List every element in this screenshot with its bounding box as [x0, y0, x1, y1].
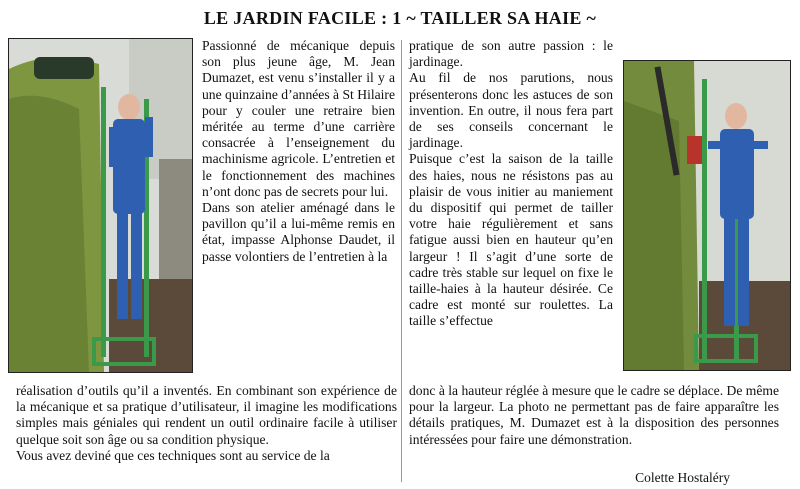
- paragraph-intro: Passionné de mécanique depuis son plus jeune âge, M. Jean Dumazet, est venu s’installer il y a une quinzaine d’années à St Hilaire pour y couler une retraire bien méritée au terme d’une carrière consacrée à l’enseignement du machinisme agricole. L’entretien et le fonctionnement des machines n’ont donc pas de secrets pour lui.: [202, 38, 395, 199]
- paragraph-workshop: Dans son atelier aménagé dans le pavillon qu’il a lui-même remis en état, impasse Alphonse Daudet, il passe volontiers de l’entretien à la: [202, 200, 395, 264]
- author-signature: Colette Hostaléry: [635, 470, 730, 485]
- article-column-1-continued: [16, 383, 397, 464]
- paragraph-passion: pratique de son autre passion : le jardinage.: [409, 38, 613, 70]
- photo-hedge-trimmer-right: [623, 60, 791, 371]
- column-divider: [401, 40, 402, 482]
- paragraph-outils: réalisation d’outils qu’il a inventés. En combinant son expérience de la mécanique et sa pratique d’utilisateur, il imagine les modifications simples mais géniales qui rendent un outil ordinaire facile à utiliser quelque soit son âge ou sa condition physique.: [16, 383, 397, 447]
- article-column-2-continued: [409, 383, 779, 448]
- paragraph-parutions: Au fil de nos parutions, nous présenterons donc les astuces de son invention. En outre, il nous fera part de ses conseils concernant le jardinage.: [409, 70, 613, 151]
- article-column-1: [202, 38, 395, 265]
- paragraph-haies: Puisque c’est la saison de la taille des haies, nous ne résistons pas au plaisir de vous initier au maniement du dispositif qui permet de tailler votre haie régulièrement et sans fatigue aussi bien en hauteur qu’en largeur ! Il s’agit d’une sorte de cadre très stable sur lequel on fixe le taille-haies à la hauteur désirée. Ce cadre est monté sur roulettes. La taille s’effectue: [409, 151, 613, 329]
- paragraph-techniques: Vous avez deviné que ces techniques sont au service de la: [16, 447, 330, 463]
- article-title: LE JARDIN FACILE : 1 ~ TAILLER SA HAIE ~: [203, 8, 597, 28]
- article-column-2: [409, 38, 613, 330]
- photo-hedge-trimmer-left: [8, 38, 193, 373]
- paragraph-demonstration: donc à la hauteur réglée à mesure que le cadre se déplace. De même pour la largeur. La photo ne permettant pas de faire apparaître les détails pratiques, M. Dumazet est à la disposition des personnes intéressées pour faire une démonstration.: [409, 383, 779, 447]
